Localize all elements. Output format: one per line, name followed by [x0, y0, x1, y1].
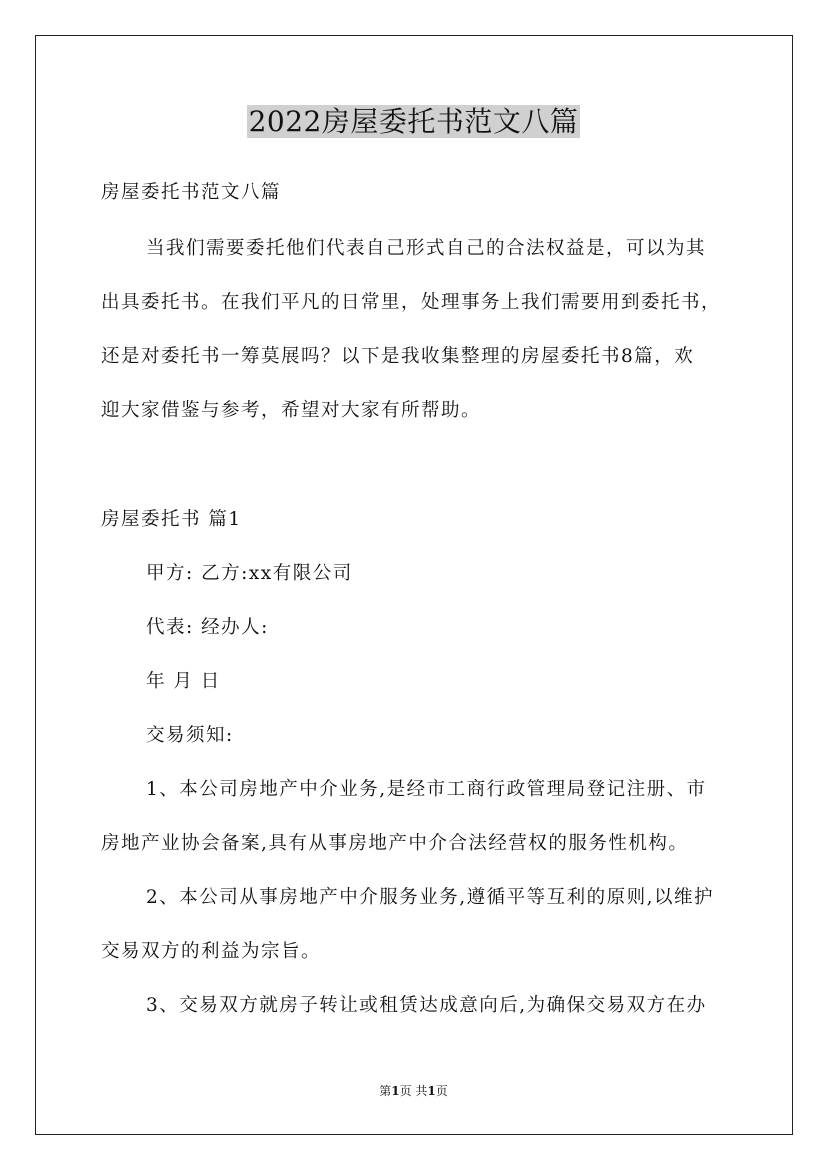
footer-prefix: 第 [379, 1084, 392, 1098]
footer-total-pages: 1 [427, 1084, 436, 1098]
paragraph-line: 1、本公司房地产中介业务,是经市工商行政管理局登记注册、市 [146, 779, 707, 800]
paragraph-line: 代表: 经办人: [146, 617, 269, 638]
paragraph-line: 甲方: 乙方:xx有限公司 [146, 563, 353, 584]
paragraph-line: 出具委托书。在我们平凡的日常里，处理事务上我们需要用到委托书， [101, 292, 722, 313]
page-footer [0, 1082, 827, 1100]
section-heading: 房屋委托书 篇1 [101, 509, 242, 530]
paragraph-line: 交易须知: [146, 725, 234, 746]
paragraph-line: 年 月 日 [146, 671, 221, 692]
section-heading: 房屋委托书范文八篇 [101, 182, 282, 203]
document-title-text: 2022房屋委托书范文八篇 [248, 105, 579, 138]
footer-page-number: 1 [391, 1084, 400, 1098]
document-title [0, 100, 827, 144]
paragraph-line: 迎大家借鉴与参考，希望对大家有所帮助。 [101, 400, 482, 421]
paragraph-line: 还是对委托书一筹莫展吗？以下是我收集整理的房屋委托书8篇，欢 [101, 346, 695, 367]
footer-suffix: 页 [435, 1084, 448, 1098]
footer-mid: 页 共 [399, 1084, 428, 1098]
paragraph-line: 交易双方的利益为宗旨。 [101, 941, 322, 962]
paragraph-line: 当我们需要委托他们代表自己形式自己的合法权益是，可以为其 [146, 238, 707, 259]
paragraph-line: 2、本公司从事房地产中介服务业务,遵循平等互利的原则,以维护 [146, 887, 715, 908]
paragraph-line: 3、交易双方就房子转让或租赁达成意向后,为确保交易双方在办 [146, 995, 707, 1016]
paragraph-line: 房地产业协会备案,具有从事房地产中介合法经营权的服务性机构。 [101, 833, 689, 854]
